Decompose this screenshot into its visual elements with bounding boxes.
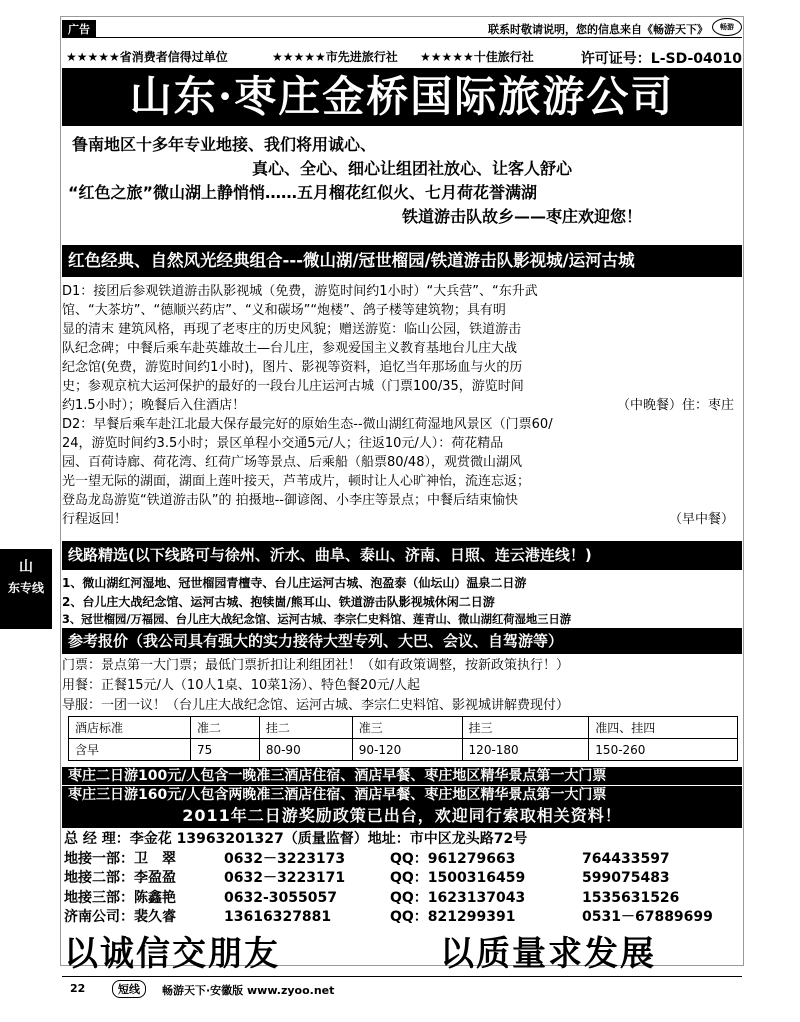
d1-line: 史；参观京杭大运河保护的最好的一段台儿庄运河古城（门票100/35，游览时间 (62, 379, 524, 394)
table-cell: 120-180 (462, 739, 589, 761)
price-table (68, 716, 738, 761)
company-title: 山东·枣庄金桥国际旅游公司 (62, 68, 742, 126)
contact-qq2: 764433597 (582, 850, 670, 867)
d1-meal: （中晚餐）住：枣庄 (616, 398, 734, 413)
contact-qq: QQ：1500316459 (390, 870, 526, 886)
table-cell: 酒店标准 (69, 717, 191, 739)
d1-line: 纪念馆(免费，游览时间约1小时)，图片、影视等资料，追忆当年那场血与火的历 (62, 360, 523, 375)
page-footer (62, 976, 742, 996)
d1-line: D1：接团后参观铁道游击队影视城（免费，游览时间约1小时）“大兵营”、“东升武 (62, 284, 538, 299)
table-cell: 150-260 (589, 739, 738, 761)
contact-qq: QQ：1623137043 (390, 889, 526, 906)
intro-line-3: “红色之旅”微山湖上静悄悄……五月榴花红似火、七月荷花誉满湖 (68, 183, 538, 202)
d2-line: 24，游览时间约3.5小时；景区单程小交通5元/人；往返10元/人）：荷花精品 (62, 436, 504, 451)
page-header (62, 18, 742, 38)
route-list (62, 574, 742, 630)
d2-line: D2：早餐后乘车赴江北最大保存最完好的原始生态--微山湖红荷湿地风景区（门票60/ (62, 417, 553, 432)
manager-row (62, 830, 742, 850)
contact-qq2: 1535631526 (582, 889, 680, 906)
section-tag: 短线 (112, 980, 146, 998)
itinerary (62, 282, 742, 529)
meals-info: 用餐：正餐15元/人（10人1桌、10菜1汤）、特色餐20元/人起 (62, 678, 420, 693)
contact-row (62, 889, 742, 909)
package-3day: 枣庄三日游160元/人包含两晚准三酒店住宿、酒店早餐、枣庄地区精华景点第一大门票 (62, 786, 742, 804)
contact-row (62, 908, 742, 928)
contact-note: 联系时敬请说明，您的信息来自《畅游天下》 (488, 23, 708, 36)
route-item: 1、微山湖红河湿地、冠世榴园青檀寺、台儿庄运河古城、泡盈泰（仙坛山）温泉二日游 (62, 576, 527, 590)
section2-title: 线路精选(以下线路可与徐州、沂水、曲阜、泰山、济南、日照、连云港连线！) (62, 541, 742, 570)
license-number: 许可证号：L-SD-04010 (580, 51, 742, 67)
table-cell: 90-120 (352, 739, 462, 761)
ratings-row (62, 44, 742, 66)
rating-1: ★★★★★省消费者信得过单位 (66, 50, 228, 64)
d1-line: 队纪念碑；中餐后乘车赴英雄故土—台儿庄，参观爱国主义教育基地台儿庄大战 (62, 341, 518, 356)
table-cell: 准三 (352, 717, 462, 739)
route-item: 3、冠世榴园/万福园、台儿庄大战纪念馆、运河古城、李宗仁史料馆、莲青山、微山湖红荷湿地三日游 (62, 613, 572, 626)
d2-line: 园、百荷诗廊、荷花湾、红荷广场等景点、后乘船（船票80/48），观赏微山湖风 (62, 455, 522, 470)
intro-line-4: 铁道游击队故乡——枣庄欢迎您！ (402, 207, 643, 226)
contact-qq2: 599075483 (582, 870, 670, 886)
contact-qq2: 0531－67889699 (582, 909, 713, 925)
d2-line: 登岛龙岛游览“铁道游击队”的 拍摄地--御谚阁、小李庄等景点；中餐后结束愉快 (62, 493, 518, 508)
contact-dept: 地接一部：卫 翠 (64, 850, 176, 867)
d1-line: 馆、“大茶坊”、“德顺兴药店”、“义和碳场”“炮楼”、鸽子楼等建筑物；具有明 (62, 303, 506, 318)
contact-row (62, 869, 742, 889)
side-label-2: 东专线 (7, 581, 44, 595)
manager-line: 总 经 理：李金花 13963201327（质量监督）地址：市中区龙头路72号 (64, 831, 528, 847)
intro-line-1: 鲁南地区十多年专业地接、我们将用诚心、 (72, 135, 377, 154)
table-cell: 80-90 (259, 739, 352, 761)
page-number: 22 (70, 982, 86, 995)
table-row (69, 739, 738, 761)
slogan-right: 以质量求发展 (440, 934, 656, 974)
ad-tag: 广告 (62, 20, 96, 38)
contact-row (62, 850, 742, 870)
d1-line (62, 396, 742, 415)
package-2day: 枣庄二日游100元/人包含一晚准三酒店住宿、酒店早餐、枣庄地区精华景点第一大门票 (62, 767, 742, 785)
rating-2: ★★★★★市先进旅行社 (272, 50, 398, 64)
side-label-1: 山 (19, 559, 33, 575)
section3-title: 参考报价（我公司具有强大的实力接待大型专列、大巴、会议、自驾游等） (62, 628, 742, 654)
d1-last: 约1.5小时）；晚餐后入住酒店！ (62, 398, 246, 413)
section1-title: 红色经典、自然风光经典组合---微山湖/冠世榴园/铁道游击队影视城/运河古城 (62, 245, 742, 277)
d2-line (62, 510, 742, 529)
rating-3: ★★★★★十佳旅行社 (420, 50, 534, 64)
contact-dept: 济南公司：裴久睿 (64, 909, 176, 925)
intro-line-2: 真心、全心、细心让组团社放心、让客人舒心 (252, 159, 573, 178)
intro-block (62, 133, 742, 229)
d2-last: 行程返回！ (62, 512, 128, 527)
slogan-left: 以诚信交朋友 (64, 934, 280, 974)
table-cell: 挂二 (259, 717, 352, 739)
guide-info: 导服：一团一议！（台儿庄大战纪念馆、运河古城、李宗仁史料馆、影视城讲解费现付） (62, 698, 570, 713)
d1-line: 显的清末 建筑风格，再现了老枣庄的历史风貌；赠送游览：临山公园，铁道游击 (62, 322, 522, 337)
table-cell: 挂三 (462, 717, 589, 739)
magazine-info: 畅游天下·安徽版 www.zyoo.net (162, 984, 335, 997)
contact-dept: 地接三部：陈鑫艳 (64, 889, 176, 906)
contact-phone: 0632－3223171 (224, 870, 346, 886)
table-cell: 准四、挂四 (589, 717, 738, 739)
contact-qq: QQ：821299391 (390, 909, 516, 925)
magazine-logo: 畅游 (712, 18, 742, 36)
route-item: 2、台儿庄大战纪念馆、运河古城、抱犊崮/熊耳山、铁道游击队影视城休闲二日游 (62, 594, 495, 609)
contact-phone: 13616327881 (224, 909, 332, 925)
table-cell: 含早 (69, 739, 191, 761)
table-cell: 75 (191, 739, 260, 761)
tickets-info: 门票：景点第一大门票；最低门票折扣让利组团社！（如有政策调整，按新政策执行！） (62, 658, 570, 673)
contact-phone: 0632－3223173 (224, 850, 346, 867)
contact-block (62, 830, 742, 928)
side-label (0, 549, 52, 629)
policy-banner: 2011年二日游奖励政策已出台，欢迎同行索取相关资料！ (62, 804, 742, 828)
contact-qq: QQ：961279663 (390, 850, 516, 867)
pricing-info (62, 656, 742, 716)
table-header-row (69, 717, 738, 739)
table-cell: 准二 (191, 717, 260, 739)
contact-dept: 地接二部：李盈盈 (64, 870, 176, 886)
d2-line: 光一望无际的湖面，湖面上莲叶接天，芦苇成片，顿时让人心旷神怡，流连忘返； (62, 474, 531, 489)
contact-phone: 0632-3055057 (224, 889, 337, 906)
d2-meal: （早中餐） (668, 512, 734, 527)
